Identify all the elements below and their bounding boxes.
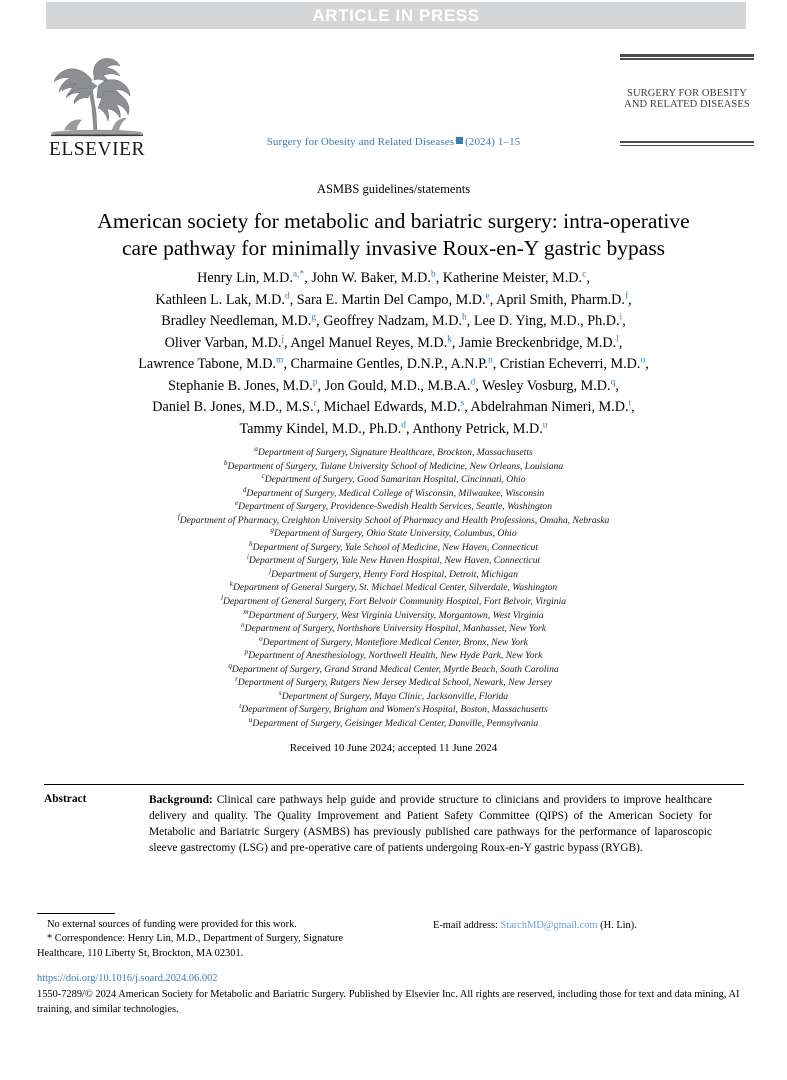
affiliation-marker: k (229, 580, 233, 589)
abstract-divider (44, 784, 744, 785)
affiliation-marker: l (220, 593, 223, 602)
journal-nameplate (620, 54, 754, 146)
affiliation-text: Department of Surgery, West Virginia University, Morgantown, West Virginia (248, 609, 544, 621)
article-title-line2: care pathway for minimally invasive Roux-en-Y gastric bypass (121, 236, 666, 260)
affiliation-text: Department of Surgery, Tulane University School of Medicine, New Orleans, Louisiana (227, 460, 564, 472)
affiliation-text: Department of Surgery, Rutgers New Jersey Medical School, Newark, New Jersey (237, 677, 553, 689)
affiliation-text: Department of Surgery, Yale New Haven Hospital, New Haven, Connecticut (248, 555, 541, 567)
affiliation-line (64, 663, 723, 677)
affiliation-marker: f (177, 512, 180, 521)
author-line: Henry Lin, M.D.$^{a,*}$, John W. Baker, M.D.$^b$, Katherine Meister, M.D.$^c$, (197, 269, 590, 286)
correspondence-note-line1: * Correspondence: Henry Lin, M.D., Department of Surgery, Signature (47, 933, 344, 945)
affiliation-line (64, 703, 723, 717)
affiliation-marker: e (234, 499, 239, 507)
affiliation-line (64, 717, 723, 731)
author-line: Tammy Kindel, M.D., Ph.D.$^d$, Anthony Petrick, M.D.$^u$ (239, 419, 548, 437)
abstract-text: Clinical care pathways help guide and provide structure to clinicians and providers to improve healthcare delivery and quality. The Quality Improvement and Patient Safety Committee (QIPS) of the American Society for Metabolic and Bariatric Surgery (ASMBS) has previously published care pathways for the performance of laparoscopic sleeve gastrectomy (LSG) and pre-operative care of patients undergoing Roux-en-Y gastric bypass (RYGB). (149, 794, 712, 854)
author-line: Daniel B. Jones, M.D., M.S.$^r$, Michael Edwards, M.D.$^s$, Abdelrahman Nimeri, M.D.$^t$, (152, 398, 635, 415)
affiliation-text: Department of Pharmacy, Creighton University School of Pharmacy and Health Professions, Omaha, Nebraska (179, 514, 610, 526)
email-link[interactable]: StarchMD@gmail.com (500, 920, 598, 931)
affiliation-line (64, 500, 723, 514)
affiliation-marker: a (254, 444, 258, 453)
affiliation-marker: m (243, 607, 249, 616)
author-line: Lawrence Tabone, M.D.$^m$, Charmaine Gentles, D.N.P., A.N.P.$^n$, Cristian Echeverri, M.D.$^o$, (138, 355, 649, 372)
affiliation-text: Department of Surgery, Medical College of Wisconsin, Milwaukee, Wisconsin (246, 487, 545, 499)
affiliation-marker: o (259, 634, 263, 643)
article-in-press-banner (46, 2, 746, 29)
journal-citation-title: Surgery for Obesity and Related Diseases (266, 136, 455, 148)
article-title-line1: American society for metabolic and bariatric surgery: intra-operative (97, 209, 690, 233)
nameplate-rule-top (620, 54, 754, 60)
affiliation-line (64, 568, 723, 582)
footnote-divider (37, 913, 115, 914)
author-line: Oliver Varban, M.D.$^j$, Angel Manuel Reyes, M.D.$^k$, Jamie Breckenbridge, M.D.$^l$, (164, 333, 623, 351)
author-line: Bradley Needleman, M.D.$^g$, Geoffrey Nadzam, M.D.$^h$, Lee D. Ying, M.D., Ph.D.$^i$, (161, 312, 626, 329)
affiliation-line (64, 514, 723, 528)
nameplate-title-line1: SURGERY FOR OBESITY (627, 87, 747, 99)
affiliation-line (64, 609, 723, 623)
affiliation-text: Department of General Surgery, St. Michael Medical Center, Silverdale, Washington (232, 582, 558, 594)
received-dates: Received 10 June 2024; accepted 11 June 2024 (289, 742, 498, 754)
affiliation-list (64, 446, 723, 730)
affiliation-text: Department of Surgery, Signature Healthcare, Brockton, Massachusetts (257, 447, 533, 458)
affiliation-line (64, 487, 723, 501)
affiliation-text: Department of Surgery, Montefiore Medical Center, Bronx, New York (262, 636, 528, 648)
affiliation-text: Department of Surgery, Mayo Clinic, Jacksonville, Florida (281, 690, 509, 702)
article-in-press-label: ARTICLE IN PRESS (312, 5, 480, 25)
affiliation-line (64, 473, 723, 487)
affiliation-marker: d (242, 485, 247, 494)
affiliation-marker: h (248, 539, 253, 548)
author-list (64, 268, 723, 440)
affiliation-line (64, 581, 723, 595)
affiliation-marker: q (228, 661, 232, 670)
affiliation-text: Department of Surgery, Grand Strand Medical Center, Myrtle Beach, South Carolina (231, 663, 559, 675)
doi-link[interactable]: https://doi.org/10.1016/j.soard.2024.06.002 (37, 973, 218, 984)
nameplate-title-line2: AND RELATED DISEASES (624, 99, 750, 110)
affiliation-marker: s (278, 688, 282, 697)
affiliation-line (64, 636, 723, 650)
affiliation-line (64, 649, 723, 663)
affiliation-text: Department of Surgery, Brigham and Women's Hospital, Boston, Massachusetts (241, 704, 548, 716)
affiliation-text: Department of Surgery, Ohio State University, Columbus, Ohio (273, 528, 517, 540)
affiliation-marker: r (234, 675, 238, 684)
affiliation-marker: g (270, 526, 274, 535)
affiliation-text: Department of Surgery, Yale School of Medicine, New Haven, Connecticut (252, 541, 539, 553)
affiliation-text: Department of Surgery, Henry Ford Hospital, Detroit, Michigan (271, 568, 518, 580)
correspondence-note-line2: Healthcare, 110 Liberty St, Brockton, MA 02301. (37, 947, 244, 959)
abstract-section (44, 793, 744, 857)
author-line: Kathleen L. Lak, M.D.$^d$, Sara E. Martin Del Campo, M.D.$^e$, April Smith, Pharm.D.$^f$, (155, 290, 632, 308)
page-title (58, 208, 729, 262)
affiliation-line (64, 446, 723, 460)
affiliation-marker: b (223, 458, 228, 467)
affiliation-text: Department of Surgery, Good Samaritan Hospital, Cincinnati, Ohio (264, 474, 526, 486)
affiliation-line (64, 541, 723, 555)
article-type-label: ASMBS guidelines/statements (316, 182, 471, 196)
affiliation-line (64, 595, 723, 609)
elsevier-tree-icon (42, 56, 152, 140)
email-attribution: (H. Lin). (600, 920, 637, 931)
email-footnote (433, 919, 763, 933)
abstract-heading: Background: (149, 794, 213, 806)
issue-square-icon (456, 137, 463, 144)
affiliation-marker: n (241, 620, 245, 629)
affiliation-text: Department of Surgery, Providence-Swedish Health Services, Seattle, Washington (238, 501, 553, 513)
affiliation-text: Department of General Surgery, Fort Belvoir Community Hospital, Fort Belvoir, Virginia (222, 596, 567, 608)
nameplate-title (620, 88, 754, 111)
author-line: Stephanie B. Jones, M.D.$^p$, Jon Gould, M.D., M.B.A.$^d$, Wesley Vosburg, M.D.$^q$, (168, 376, 619, 394)
affiliation-marker: p (244, 648, 249, 657)
affiliation-marker: u (248, 715, 253, 724)
journal-citation-volume: (2024) 1–15 (465, 136, 521, 148)
affiliation-marker: j (269, 566, 272, 575)
affiliation-marker: t (239, 702, 242, 711)
email-label: E-mail address: (433, 920, 498, 931)
affiliation-line (64, 527, 723, 541)
funding-note: No external sources of funding were provided for this work. (47, 919, 297, 930)
affiliation-text: Department of Surgery, Northshore University Hospital, Manhasset, New York (244, 623, 546, 635)
affiliation-text: Department of Anesthesiology, Northwell Health, New Hyde Park, New York (248, 650, 543, 662)
affiliation-line (64, 622, 723, 636)
abstract-label: Abstract (44, 793, 87, 805)
affiliation-line (64, 676, 723, 690)
nameplate-rule-bottom (620, 141, 754, 147)
affiliation-text: Department of Surgery, Geisinger Medical Center, Danville, Pennsylvania (252, 717, 539, 729)
affiliation-line (64, 554, 723, 568)
journal-masthead (0, 48, 787, 168)
affiliation-marker: c (261, 471, 265, 480)
affiliation-line (64, 460, 723, 474)
affiliation-marker: i (246, 553, 249, 562)
footnote-column (37, 918, 382, 961)
abstract-body (149, 793, 744, 857)
affiliation-line (64, 690, 723, 704)
elsevier-wordmark: ELSEVIER (48, 139, 146, 160)
copyright-notice: 1550-7289/© 2024 American Society for Metabolic and Bariatric Surgery. Published by Elsevier Inc. All rights are reserved, including those for text and data mining, AI training, and similar technologies. (37, 989, 740, 1015)
